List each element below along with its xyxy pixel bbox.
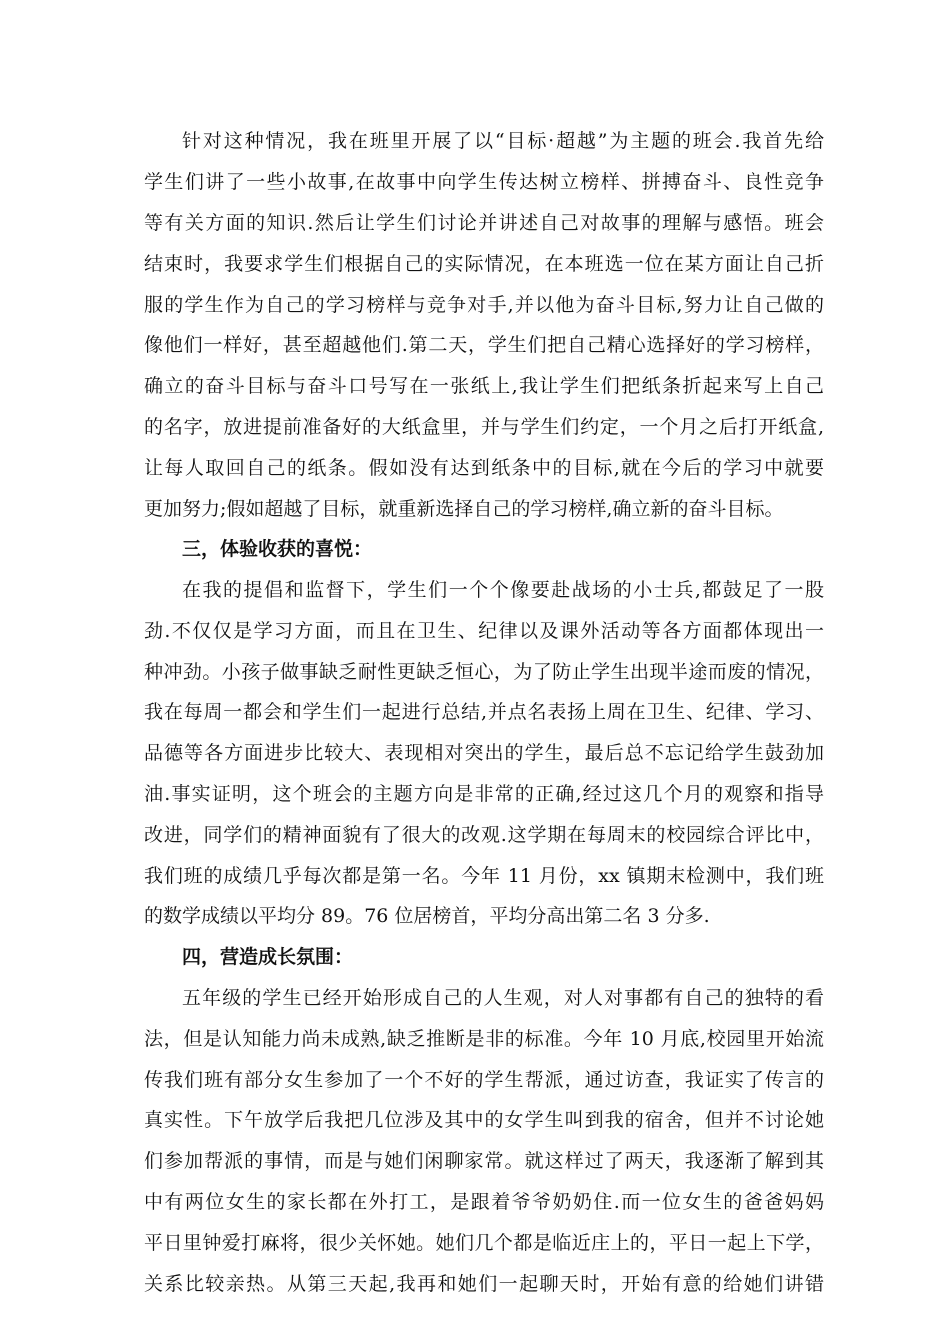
section-heading: 四，营造成长氛围： — [182, 946, 354, 968]
section-heading: 三，体验收获的喜悦： — [182, 538, 373, 560]
text-line: 传我们班有部分女生参加了一个不好的学生帮派，通过访查，我证实了传言的 — [144, 1069, 824, 1091]
text-line: 确立的奋斗目标与奋斗口号写在一张纸上,我让学生们把纸条折起来写上自己 — [144, 375, 824, 397]
text-line: 品德等各方面进步比较大、表现相对突出的学生，最后总不忘记给学生鼓劲加 — [144, 742, 824, 764]
text-line: 关系比较亲热。从第三天起,我再和她们一起聊天时，开始有意的给她们讲错 — [144, 1273, 824, 1295]
text-line: 我在每周一都会和学生们一起进行总结,并点名表扬上周在卫生、纪律、学习、 — [144, 701, 824, 723]
text-line: 的名字，放进提前准备好的大纸盒里，并与学生们约定，一个月之后打开纸盒, — [144, 416, 824, 438]
text-line: 在我的提倡和监督下，学生们一个个像要赴战场的小士兵,都鼓足了一股 — [182, 579, 824, 601]
text-line: 针对这种情况，我在班里开展了以“目标·超越”为主题的班会.我首先给 — [182, 130, 824, 152]
text-line: 结束时，我要求学生们根据自己的实际情况，在本班选一位在某方面让自己折 — [144, 253, 824, 275]
text-line: 改进，同学们的精神面貌有了很大的改观.这学期在每周末的校园综合评比中， — [144, 824, 824, 846]
text-line: 五年级的学生已经开始形成自己的人生观，对人对事都有自己的独特的看 — [182, 987, 824, 1009]
text-line: 平日里钟爱打麻将，很少关怀她。她们几个都是临近庄上的，平日一起上下学， — [144, 1232, 824, 1254]
text-line: 我们班的成绩几乎每次都是第一名。今年 11 月份，xx 镇期末检测中，我们班 — [144, 865, 824, 887]
text-line: 服的学生作为自己的学习榜样与竞争对手,并以他为奋斗目标,努力让自己做的 — [144, 294, 824, 316]
text-line: 让每人取回自己的纸条。假如没有达到纸条中的目标,就在今后的学习中就要 — [144, 457, 824, 479]
text-line: 种冲劲。小孩子做事缺乏耐性更缺乏恒心，为了防止学生出现半途而废的情况， — [144, 661, 824, 683]
text-line: 中有两位女生的家长都在外打工，是跟着爷爷奶奶住.而一位女生的爸爸妈妈 — [144, 1191, 824, 1213]
text-line: 真实性。下午放学后我把几位涉及其中的女学生叫到我的宿舍，但并不讨论她 — [144, 1109, 824, 1131]
text-line: 法，但是认知能力尚未成熟,缺乏推断是非的标准。今年 10 月底,校园里开始流 — [144, 1028, 824, 1050]
text-line: 劲.不仅仅是学习方面，而且在卫生、纪律以及课外活动等各方面都体现出一 — [144, 620, 824, 642]
text-line: 等有关方面的知识.然后让学生们讨论并讲述自己对故事的理解与感悟。班会 — [144, 212, 824, 234]
text-line: 像他们一样好，甚至超越他们.第二天，学生们把自己精心选择好的学习榜样， — [144, 334, 824, 356]
text-line: 们参加帮派的事情，而是与她们闲聊家常。就这样过了两天，我逐渐了解到其 — [144, 1150, 824, 1172]
text-line: 学生们讲了一些小故事,在故事中向学生传达树立榜样、拼搏奋斗、良性竞争 — [144, 171, 824, 193]
text-line: 的数学成绩以平均分 89。76 位居榜首，平均分高出第二名 3 分多. — [144, 905, 710, 927]
text-line: 油.事实证明，这个班会的主题方向是非常的正确,经过这几个月的观察和指导 — [144, 783, 824, 805]
text-line: 更加努力;假如超越了目标，就重新选择自己的学习榜样,确立新的奋斗目标。 — [144, 498, 784, 520]
